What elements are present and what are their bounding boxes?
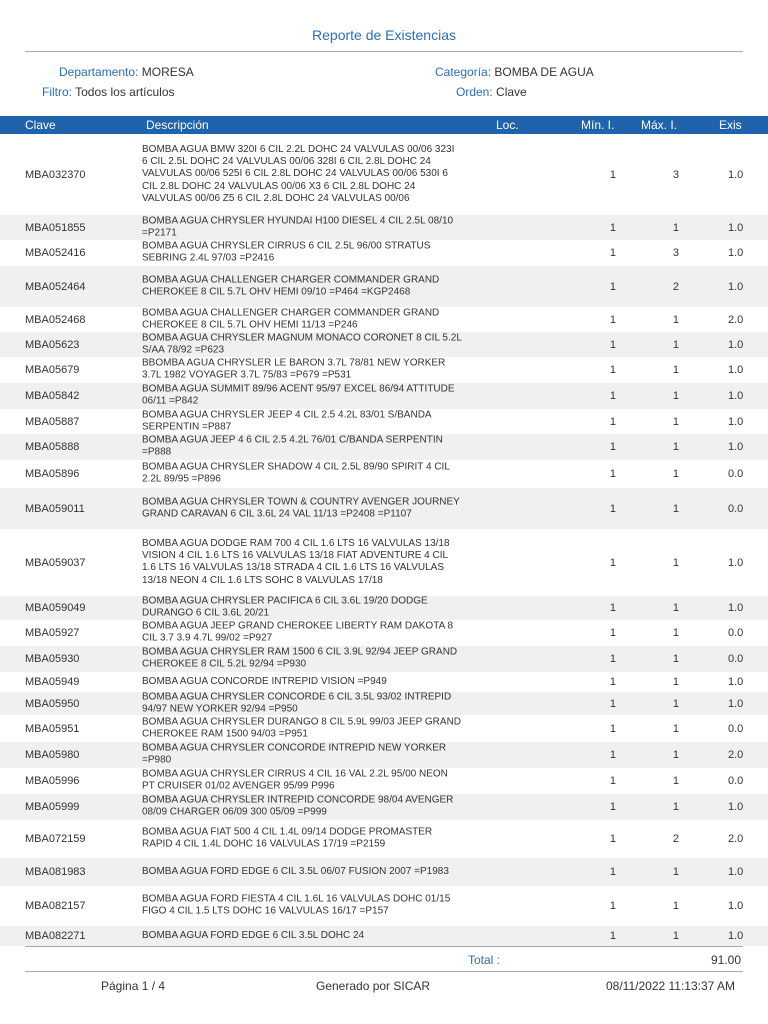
table-row <box>0 858 768 886</box>
table-row <box>0 794 768 820</box>
row-exis: 1.0 <box>728 364 744 376</box>
orden-filter <box>456 85 527 99</box>
row-descripcion: BOMBA AGUA FORD EDGE 6 CIL 3.5L DOHC 24 <box>142 929 365 941</box>
categoria-value: BOMBA DE AGUA <box>494 65 594 79</box>
table-row <box>0 460 768 488</box>
row-min: 1 <box>609 390 616 402</box>
row-descripcion: BOMBA AGUA DODGE RAM 700 4 CIL 1.6 LTS 16 VALVULAS 13/18 VISION 4 CIL 1.6 LTS 16 VALVULAS 13/18 FIAT ADVENTURE 4 CIL 1.6 LTS 16 VALVULAS 13/18 STRADA 4 CIL 1.6 LTS 16 VALVULAS 13/18 NEON 4 CIL 1.6 LTS SOHC 8 VALVULAS 17/18 <box>142 537 450 586</box>
table-row <box>0 134 768 215</box>
filtro-filter <box>42 85 175 99</box>
column-header-min: Mín. I. <box>581 118 615 132</box>
row-descripcion: BOMBA AGUA CHALLENGER CHARGER COMMANDER GRAND CHEROKEE 8 CIL 5.7L OHV HEMI 11/13 =P246 <box>142 307 440 331</box>
row-max: 3 <box>672 168 679 181</box>
table-row <box>0 434 768 460</box>
row-exis: 1.0 <box>728 390 744 402</box>
row-max: 1 <box>672 866 679 878</box>
row-max: 2 <box>672 280 679 293</box>
table-row <box>0 886 768 926</box>
filtro-value: Todos los artículos <box>75 85 175 99</box>
row-exis: 0.0 <box>728 653 744 665</box>
row-max: 1 <box>672 653 679 665</box>
row-min: 1 <box>609 775 616 787</box>
row-max: 1 <box>672 364 679 376</box>
orden-value: Clave <box>496 85 527 99</box>
row-exis: 0.0 <box>728 627 744 639</box>
column-header-exis: Exis <box>719 118 742 132</box>
total-value: 91.00 <box>711 953 742 967</box>
row-min: 1 <box>609 676 616 688</box>
row-descripcion: BOMBA AGUA CHRYSLER CONCORDE INTREPID NEW YORKER =P980 <box>142 742 447 766</box>
row-min: 1 <box>609 280 616 293</box>
table-row <box>0 646 768 672</box>
row-clave: MBA05930 <box>25 653 80 665</box>
row-max: 1 <box>672 775 679 787</box>
page-number: Página 1 / 4 <box>101 979 166 993</box>
row-clave: MBA082271 <box>25 930 86 942</box>
row-descripcion: BOMBA AGUA CHRYSLER HYUNDAI H100 DIESEL 4 CIL 2.5L 08/10 =P2171 <box>142 215 454 239</box>
row-clave: MBA05927 <box>25 627 80 639</box>
table-row <box>0 357 768 383</box>
row-min: 1 <box>609 627 616 639</box>
row-descripcion: BOMBA AGUA JEEP 4 6 CIL 2.5 4.2L 76/01 C/BANDA SERPENTIN =P888 <box>142 434 443 458</box>
row-min: 1 <box>609 602 616 614</box>
row-min: 1 <box>609 749 616 761</box>
row-min: 1 <box>609 502 616 515</box>
row-clave: MBA05980 <box>25 749 80 761</box>
row-descripcion: BOMBA AGUA FORD FIESTA 4 CIL 1.6L 16 VALVULAS DOHC 01/15 FIGO 4 CIL 1.5 LTS DOHC 16 VALVULAS 16/17 =P157 <box>142 893 451 917</box>
table-row <box>0 692 768 715</box>
row-min: 1 <box>609 930 616 942</box>
row-min: 1 <box>609 168 616 181</box>
departamento-label: Departamento: <box>59 65 139 79</box>
row-descripcion: BOMBA AGUA FORD EDGE 6 CIL 3.5L 06/07 FUSION 2007 =P1983 <box>142 865 449 877</box>
row-clave: MBA059049 <box>25 602 86 614</box>
table-row <box>0 240 768 266</box>
footer-divider <box>25 971 743 972</box>
categoria-filter <box>435 65 594 79</box>
row-min: 1 <box>609 900 616 912</box>
row-max: 1 <box>672 749 679 761</box>
row-descripcion: BOMBA AGUA SUMMIT 89/96 ACENT 95/97 EXCEL 86/94 ATTITUDE 06/11 =P842 <box>142 383 455 407</box>
row-max: 1 <box>672 930 679 942</box>
row-exis: 2.0 <box>728 833 744 845</box>
table-row <box>0 307 768 332</box>
row-min: 1 <box>609 313 616 326</box>
row-descripcion: BOMBA AGUA CHRYSLER TOWN & COUNTRY AVENGER JOURNEY GRAND CARAVAN 6 CIL 3.6L 24 VAL 11/13 =P2408 =P1107 <box>142 496 460 520</box>
table-row <box>0 332 768 357</box>
row-clave: MBA05842 <box>25 390 80 402</box>
table-row <box>0 266 768 307</box>
row-min: 1 <box>609 801 616 813</box>
report-title: Reporte de Existencias <box>312 27 456 43</box>
row-exis: 1.0 <box>728 602 744 614</box>
row-max: 1 <box>672 722 679 735</box>
row-max: 1 <box>672 556 679 569</box>
filtro-label: Filtro: <box>42 85 72 99</box>
row-exis: 1.0 <box>728 338 744 351</box>
row-clave: MBA082157 <box>25 900 86 912</box>
row-max: 1 <box>672 627 679 639</box>
row-descripcion: BOMBA AGUA CHRYSLER CIRRUS 4 CIL 16 VAL 2.2L 95/00 NEON PT CRUISER 01/02 AVENGER 95/99 P996 <box>142 768 448 792</box>
row-max: 1 <box>672 697 679 710</box>
row-clave: MBA05950 <box>25 697 80 710</box>
row-clave: MBA05679 <box>25 364 80 376</box>
table-row <box>0 672 768 692</box>
row-descripcion: BOMBA AGUA CHRYSLER JEEP 4 CIL 2.5 4.2L 83/01 S/BANDA SERPENTIN =P887 <box>142 409 432 433</box>
table-row <box>0 926 768 946</box>
row-descripcion: BOMBA AGUA FIAT 500 4 CIL 1.4L 09/14 DODGE PROMASTER RAPID 4 CIL 1.4L DOHC 16 VALVULAS 17/19 =P2159 <box>142 826 433 850</box>
row-descripcion: BOMBA AGUA BMW 320I 6 CIL 2.2L DOHC 24 VALVULAS 00/06 323I 6 CIL 2.5L DOHC 24 VALVULAS 00/06 328I 6 CIL 2.8L DOHC 24 VALVULAS 00/06 525I 6 CIL 2.8L DOHC 24 VALVULAS 00/06 530I 6 CIL 2.8L DOHC 24 VALVULAS 00/06 X3 6 CIL 2.8L DOHC 24 VALVULAS 00/06 Z5 6 CIL 2.8L DOHC 24 VALVULAS 00/06 <box>142 143 455 205</box>
table-row <box>0 742 768 768</box>
row-descripcion: BOMBA AGUA CHRYSLER INTREPID CONCORDE 98/04 AVENGER 08/09 CHARGER 06/09 300 05/09 =P999 <box>142 794 454 818</box>
categoria-label: Categoría: <box>435 65 492 79</box>
row-max: 1 <box>672 468 679 480</box>
row-descripcion: BOMBA AGUA CHRYSLER RAM 1500 6 CIL 3.9L 92/94 JEEP GRAND CHEROKEE 8 CIL 5.2L 92/94 =P930 <box>142 646 458 670</box>
row-max: 2 <box>672 833 679 845</box>
orden-label: Orden: <box>456 85 493 99</box>
row-exis: 0.0 <box>728 468 744 480</box>
row-descripcion: BOMBA AGUA CHRYSLER CIRRUS 6 CIL 2.5L 96/00 STRATUS SEBRING 2.4L 97/03 =P2416 <box>142 240 431 264</box>
row-descripcion: BOMBA AGUA CHRYSLER MAGNUM MONACO CORONET 8 CIL 5.2L S/AA 78/92 =P623 <box>142 332 462 356</box>
row-min: 1 <box>609 338 616 351</box>
row-descripcion: BBOMBA AGUA CHRYSLER LE BARON 3.7L 78/81 NEW YORKER 3.7L 1982 VOYAGER 3.7L 75/83 =P679 =P531 <box>142 357 446 381</box>
row-min: 1 <box>609 221 616 234</box>
row-exis: 1.0 <box>728 415 744 428</box>
total-top-divider <box>25 946 743 947</box>
row-min: 1 <box>609 653 616 665</box>
row-descripcion: BOMBA AGUA CONCORDE INTREPID VISION =P949 <box>142 675 387 687</box>
table-row <box>0 409 768 434</box>
row-clave: MBA05896 <box>25 468 80 480</box>
row-max: 1 <box>672 602 679 614</box>
row-descripcion: BOMBA AGUA CHRYSLER SHADOW 4 CIL 2.5L 89/90 SPIRIT 4 CIL 2.2L 89/95 =P896 <box>142 461 450 485</box>
row-clave: MBA051855 <box>25 221 86 234</box>
row-min: 1 <box>609 364 616 376</box>
row-max: 1 <box>672 900 679 912</box>
departamento-filter <box>59 65 194 79</box>
row-exis: 0.0 <box>728 502 744 515</box>
generated-datetime: 08/11/2022 11:13:37 AM <box>606 979 735 993</box>
table-row <box>0 715 768 742</box>
row-descripcion: BOMBA AGUA JEEP GRAND CHEROKEE LIBERTY RAM DAKOTA 8 CIL 3.7 3.9 4.7L 99/02 =P927 <box>142 620 454 644</box>
title-divider <box>25 51 743 52</box>
row-clave: MBA032370 <box>25 168 86 181</box>
row-min: 1 <box>609 441 616 453</box>
row-descripcion: BOMBA AGUA CHRYSLER DURANGO 8 CIL 5.9L 99/03 JEEP GRAND CHEROKEE RAM 1500 94/03 =P951 <box>142 716 462 740</box>
row-exis: 1.0 <box>728 247 744 259</box>
table-row <box>0 215 768 240</box>
row-exis: 2.0 <box>728 749 744 761</box>
table-row <box>0 529 768 596</box>
row-clave: MBA072159 <box>25 833 86 845</box>
row-clave: MBA059011 <box>25 502 85 515</box>
table-row <box>0 596 768 620</box>
departamento-value: MORESA <box>141 65 194 79</box>
row-clave: MBA05949 <box>25 676 80 688</box>
row-max: 1 <box>672 676 679 688</box>
row-exis: 0.0 <box>728 722 744 735</box>
table-row <box>0 768 768 794</box>
row-exis: 1.0 <box>728 866 744 878</box>
row-min: 1 <box>609 833 616 845</box>
column-header-loc: Loc. <box>496 118 519 132</box>
row-descripcion: BOMBA AGUA CHALLENGER CHARGER COMMANDER GRAND CHEROKEE 8 CIL 5.7L OHV HEMI 09/10 =P464 =KGP2468 <box>142 274 440 298</box>
row-min: 1 <box>609 247 616 259</box>
column-header-clave: Clave <box>25 118 56 132</box>
row-max: 1 <box>672 338 679 351</box>
table-row <box>0 620 768 646</box>
row-max: 1 <box>672 221 679 234</box>
row-clave: MBA081983 <box>25 866 86 878</box>
table-row <box>0 820 768 858</box>
row-max: 1 <box>672 313 679 326</box>
row-clave: MBA05999 <box>25 801 80 813</box>
row-descripcion: BOMBA AGUA CHRYSLER PACIFICA 6 CIL 3.6L 19/20 DODGE DURANGO 6 CIL 3.6L 20/21 <box>142 596 428 619</box>
row-clave: MBA052416 <box>25 247 86 259</box>
table-row <box>0 488 768 529</box>
row-clave: MBA05623 <box>25 338 80 351</box>
row-exis: 1.0 <box>728 697 744 710</box>
table-header <box>0 116 768 134</box>
row-clave: MBA059037 <box>25 556 86 569</box>
row-clave: MBA052464 <box>25 280 86 293</box>
row-min: 1 <box>609 415 616 428</box>
row-min: 1 <box>609 722 616 735</box>
row-exis: 1.0 <box>728 221 744 234</box>
row-max: 3 <box>672 247 679 259</box>
row-exis: 1.0 <box>728 441 744 453</box>
row-exis: 1.0 <box>728 280 744 293</box>
row-min: 1 <box>609 556 616 569</box>
row-max: 1 <box>672 441 679 453</box>
generated-by: Generado por SICAR <box>316 979 431 993</box>
row-clave: MBA052468 <box>25 313 86 326</box>
row-clave: MBA05951 <box>25 722 80 735</box>
column-header-descripcion: Descripción <box>146 118 209 132</box>
row-clave: MBA05996 <box>25 775 80 787</box>
column-header-max: Máx. I. <box>641 118 678 132</box>
row-min: 1 <box>609 468 616 480</box>
row-exis: 1.0 <box>728 556 744 569</box>
row-exis: 1.0 <box>728 900 744 912</box>
row-max: 1 <box>672 390 679 402</box>
row-exis: 1.0 <box>728 168 744 181</box>
row-exis: 1.0 <box>728 930 744 942</box>
row-clave: MBA05887 <box>25 415 80 428</box>
row-max: 1 <box>672 801 679 813</box>
total-label: Total : <box>468 953 501 967</box>
row-min: 1 <box>609 866 616 878</box>
row-exis: 1.0 <box>728 676 744 688</box>
row-max: 1 <box>672 415 679 428</box>
row-max: 1 <box>672 502 679 515</box>
table-row <box>0 383 768 409</box>
row-exis: 2.0 <box>728 313 744 326</box>
row-descripcion: BOMBA AGUA CHRYSLER CONCORDE 6 CIL 3.5L 93/02 INTREPID 94/97 NEW YORKER 92/94 =P950 <box>142 692 452 715</box>
row-clave: MBA05888 <box>25 441 80 453</box>
row-min: 1 <box>609 697 616 710</box>
row-exis: 0.0 <box>728 775 744 787</box>
row-exis: 1.0 <box>728 801 744 813</box>
